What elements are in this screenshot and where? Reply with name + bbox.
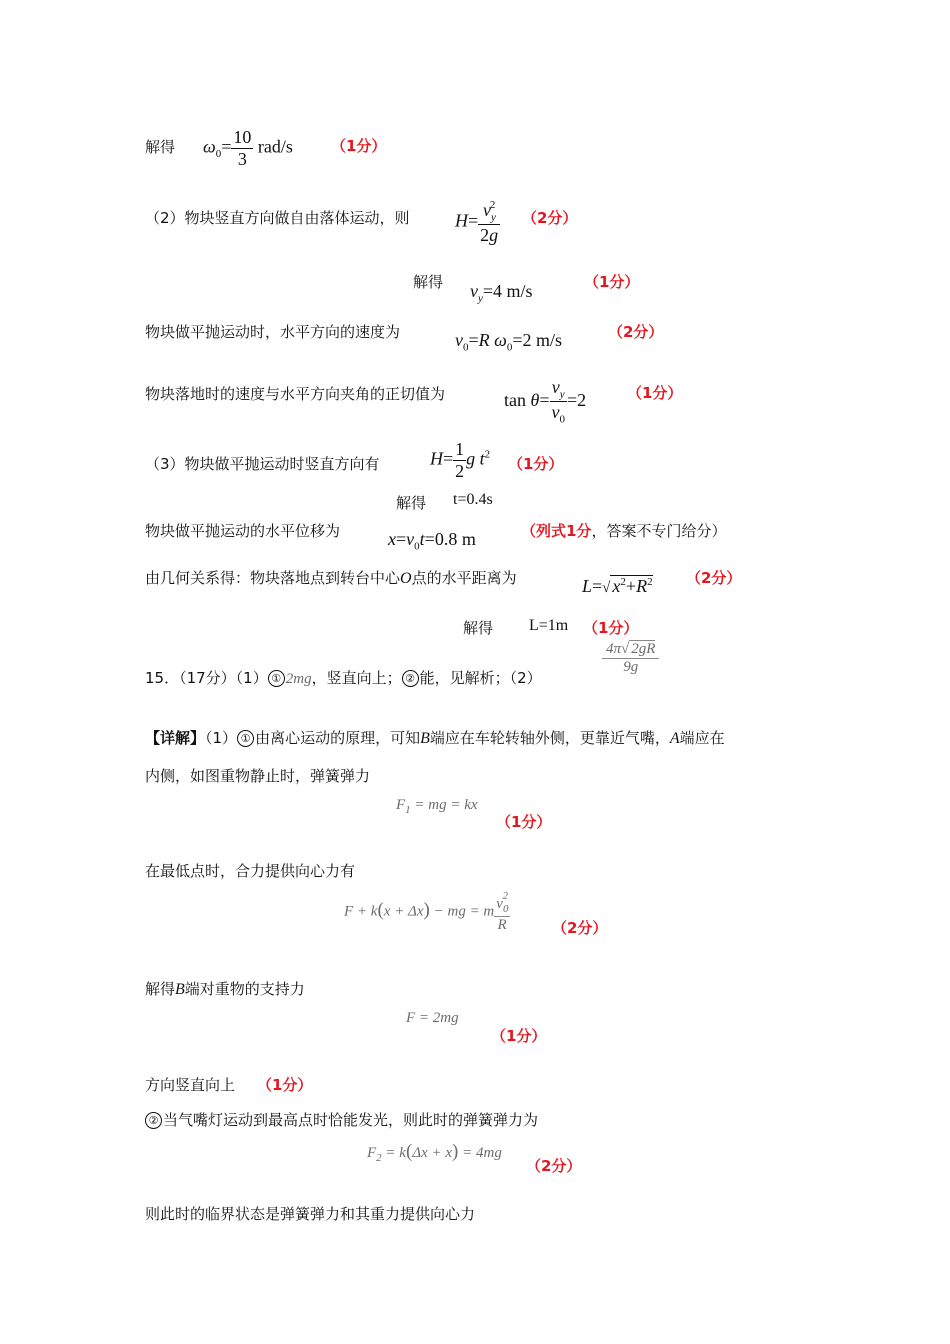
detail-p1-c: 端应在车轮转轴外侧，更靠近气嘴， [429,729,670,747]
formula-x: $x=v_0t=0.8$ m [388,529,476,553]
detail-tag: 【详解】 [145,729,206,747]
score-3: （1分） [584,273,640,291]
point-o: O [400,570,412,587]
solve-label-2: 解得 [413,273,444,291]
score-5: （1分） [627,384,683,402]
detail-p6: 当气嘴灯运动到最高点时恰能发光，则此时的弹簧弹力为 [163,1111,539,1129]
solve-label-3: 解得 [396,494,427,512]
score-4: （2分） [608,323,664,341]
detail-p4-b: 端对重物的支持力 [184,980,305,998]
score-1: （1分） [331,137,387,155]
formula-tan-theta: tan θ= $\frac{v_y}{v_0}$ =2 [504,377,587,426]
text-geometry-a: 由几何关系得：物块落地点到转台中心 [145,569,401,587]
score-f3: （2分） [526,1157,582,1175]
score-8 [521,520,726,541]
formula-h-t: H= $\frac{1}{2}$ g $t^2$ [430,439,491,481]
text-tan-angle: 物块落地时的速度与水平方向夹角的正切值为 [145,385,446,403]
text-geometry-b: 点的水平距离为 [411,569,517,587]
q15-ans1: 2mg [285,671,312,687]
solve-label-4: 解得 [463,619,494,637]
q15-ans2: 能，见解析；（2） [419,669,542,687]
score-8-main: （列式1分 [521,522,592,540]
solve-label-1: 解得 [145,138,176,156]
circled-one-icon: ① [268,670,285,687]
score-2: （2分） [522,209,578,227]
text-horizontal-displacement: 物块做平抛运动的水平位移为 [145,522,341,540]
score-f2: （1分） [491,1027,547,1045]
detail-paragraph-2: 内侧，如图重物静止时，弹簧弹力 [145,767,371,785]
score-9: （2分） [686,569,742,587]
detail-p1-b: 由离心运动的原理，可知 [255,729,421,747]
detail-paragraph-6 [145,1109,538,1130]
circled-two-icon: ② [402,670,419,687]
score-10: （1分） [583,619,639,637]
result-t: t=0.4s [453,491,493,508]
circled-one-icon-2: ① [237,730,254,747]
detail-p1-a: （1） [205,729,238,747]
formula-v0: $v_0=R$ $\omega_0=2$ m/s [455,330,563,354]
formula-f1: $F_1$ = mg = kx [396,797,478,816]
detail-paragraph-5: 方向竖直向上 [145,1076,236,1094]
q15-ans1-dir: ，竖直向上； [311,669,402,687]
text-vertical: （3）物块做平抛运动时竖直方向有 [145,455,380,473]
score-8-note: ，答案不专门给分） [591,522,727,540]
end-b: B [420,730,430,747]
detail-paragraph-3: 在最低点时，合力提供向心力有 [145,862,356,880]
score-f: （2分） [552,919,608,937]
q15-points: （17分）（1） [179,669,268,687]
circled-two-icon-2: ② [145,1112,162,1129]
text-free-fall: （2）物块竖直方向做自由落体运动，则 [145,209,410,227]
formula-h-vy: H= $\frac{v_y^2}{2g}$ [455,199,499,246]
formula-l: L=√ $x^2+R^2$ [582,576,653,596]
formula-omega0: $\omega_0=$ $\frac{10}{3}$ rad/s [203,127,293,169]
end-a: A [669,730,680,747]
detail-p1-d: 端应在 [679,729,725,747]
text-horizontal-speed: 物块做平抛运动时，水平方向的速度为 [145,323,401,341]
detail-paragraph-1 [145,727,725,748]
detail-paragraph-4 [145,978,305,999]
q15-answer-line [145,667,542,688]
score-f1: （1分） [496,813,552,831]
q15-number: 15． [145,669,180,687]
end-b-2: B [175,981,185,998]
text-geometry [145,567,517,588]
detail-p4-a: 解得 [145,980,176,998]
q15-ans2-formula: $\frac{4\pi√ 2gR}{9g}$ [602,641,659,677]
score-6: （1分） [508,455,564,473]
detail-paragraph-7: 则此时的临界状态是弹簧弹力和其重力提供向心力 [145,1205,476,1223]
formula-lowest-point: F + k(x + Δx) − mg = m $\frac{v_0^2}{R}$ [344,890,509,933]
score-dir: （1分） [257,1076,313,1094]
formula-f2: F = 2mg [406,1010,459,1026]
result-l: L=1m [529,617,569,634]
formula-vy: $v_y=4$ m/s [470,281,533,305]
formula-f3: $F_2 = k(\Delta x + x) = 4mg$ [367,1141,502,1164]
